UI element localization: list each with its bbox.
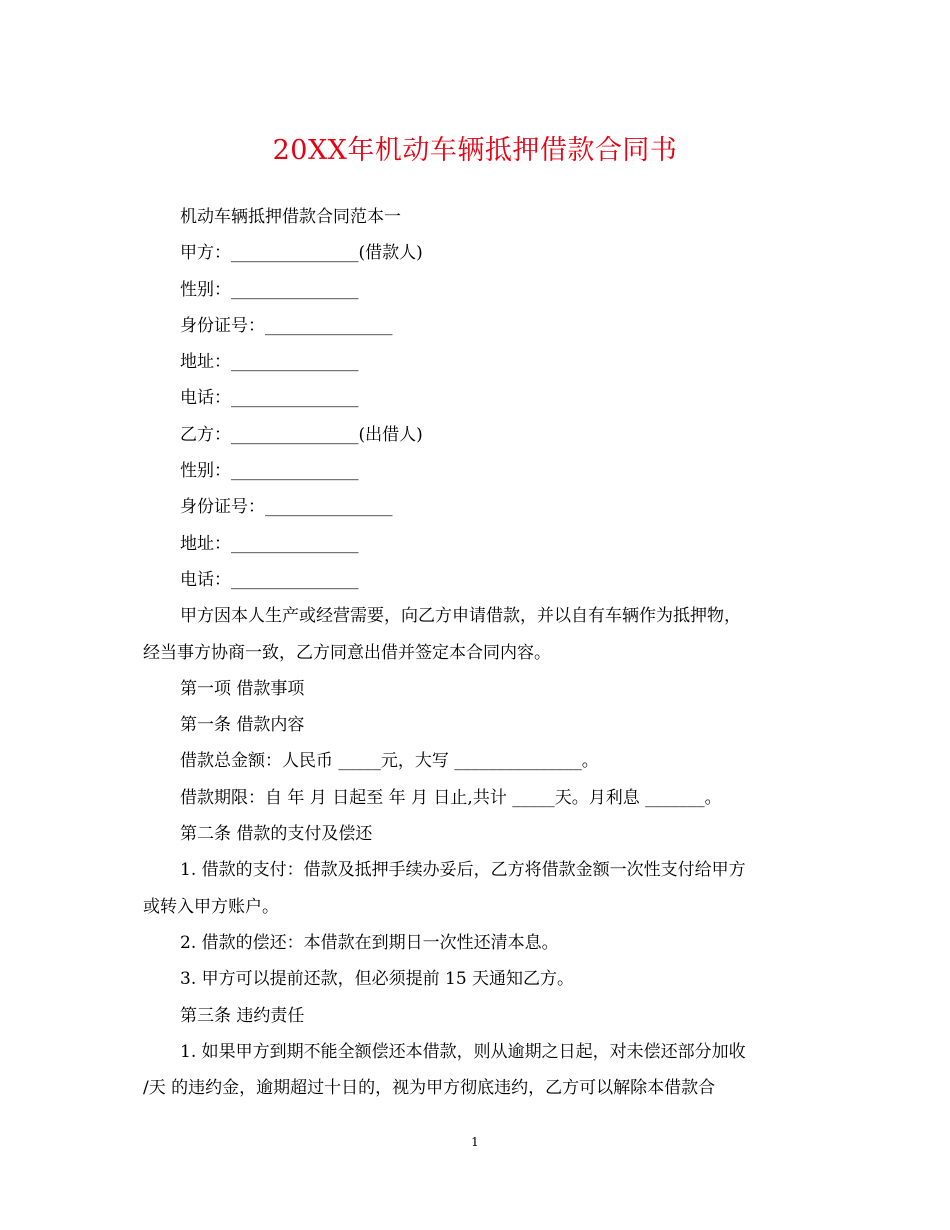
paragraph-line: 乙方：_______________(出借人) [180, 424, 423, 445]
paragraph-line: 第二条 借款的支付及偿还 [180, 824, 373, 845]
paragraph-line: 电话：_______________ [180, 388, 359, 409]
paragraph-line: 身份证号：_______________ [180, 497, 393, 518]
paragraph-line: 3. 甲方可以提前还款，但必须提前 15 天通知乙方。 [180, 969, 575, 990]
paragraph-line: 甲方因本人生产或经营需要，向乙方申请借款，并以自有车辆作为抵押物， [180, 606, 741, 627]
paragraph-line: 甲方：_______________(借款人) [180, 243, 423, 264]
paragraph-line: 身份证号：_______________ [180, 315, 393, 336]
paragraph-line: 第一条 借款内容 [180, 715, 305, 736]
paragraph-line: 性别：_______________ [180, 279, 359, 300]
paragraph-line: 第一项 借款事项 [180, 678, 305, 699]
paragraph-line: 2. 借款的偿还：本借款在到期日一次性还清本息。 [180, 932, 559, 953]
paragraph-line: 借款期限：自 年 月 日起至 年 月 日止,共计 _____天。月利息 _______。 [180, 787, 722, 808]
paragraph-line: 地址：_______________ [180, 533, 359, 554]
paragraph-line: 1. 借款的支付：借款及抵押手续办妥后，乙方将借款金额一次性支付给甲方 [180, 860, 746, 881]
paragraph-line: 或转入甲方账户。 [143, 896, 279, 917]
paragraph-line: 地址：_______________ [180, 352, 359, 373]
paragraph-line: /天 的违约金，逾期超过十日的，视为甲方彻底违约，乙方可以解除本借款合 [143, 1078, 716, 1099]
paragraph-line: 1. 如果甲方到期不能全额偿还本借款，则从逾期之日起，对未偿还部分加收 [180, 1041, 746, 1062]
paragraph-line: 经当事方协商一致，乙方同意出借并签定本合同内容。 [143, 642, 551, 663]
page-number: 1 [471, 1135, 479, 1149]
paragraph-line: 性别：_______________ [180, 461, 359, 482]
paragraph-line: 电话：_______________ [180, 569, 359, 590]
document-body [143, 199, 813, 1106]
paragraph-line: 第三条 违约责任 [180, 1005, 305, 1026]
paragraph-line: 借款总金额：人民币 _____元，大写 _______________。 [180, 751, 599, 772]
paragraph-line: 机动车辆抵押借款合同范本一 [180, 207, 401, 227]
document-title: 20XX年机动车辆抵押借款合同书 [272, 135, 678, 166]
